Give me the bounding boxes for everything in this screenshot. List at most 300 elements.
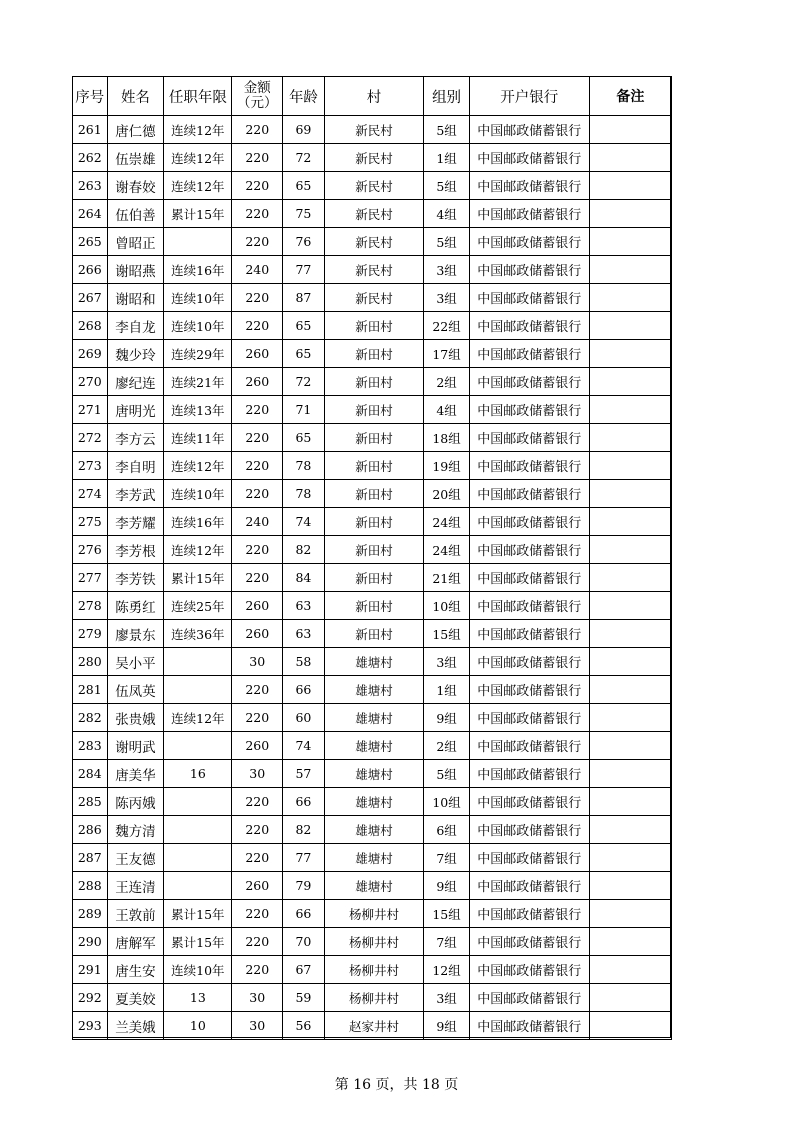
cell-age: 72 bbox=[283, 368, 325, 396]
cell-seq: 282 bbox=[73, 704, 108, 732]
cell-remark bbox=[589, 704, 671, 732]
cell-seq: 287 bbox=[73, 844, 108, 872]
cell-seq: 288 bbox=[73, 872, 108, 900]
cell-name: 魏方清 bbox=[107, 816, 164, 844]
cell-amount: 30 bbox=[232, 648, 283, 676]
cell-village: 杨柳井村 bbox=[324, 928, 423, 956]
cell-amount: 260 bbox=[232, 340, 283, 368]
cell-name: 李芳耀 bbox=[107, 508, 164, 536]
header-bank: 开户银行 bbox=[469, 77, 589, 116]
cell-age: 77 bbox=[283, 256, 325, 284]
cell-amount: 220 bbox=[232, 424, 283, 452]
cell-village: 雄塘村 bbox=[324, 816, 423, 844]
cell-name: 谢昭燕 bbox=[107, 256, 164, 284]
cell-name: 廖纪连 bbox=[107, 368, 164, 396]
cell-group: 3组 bbox=[424, 648, 470, 676]
cell-name: 谢春姣 bbox=[107, 172, 164, 200]
header-age: 年龄 bbox=[283, 77, 325, 116]
table-row bbox=[73, 452, 672, 480]
cell-amount: 220 bbox=[232, 200, 283, 228]
cell-tenure bbox=[164, 816, 232, 844]
cell-tenure bbox=[164, 844, 232, 872]
cell-group: 9组 bbox=[424, 704, 470, 732]
cell-remark bbox=[589, 592, 671, 620]
cell-group: 3组 bbox=[424, 984, 470, 1012]
cell-tenure: 累计15年 bbox=[164, 900, 232, 928]
cell-remark bbox=[589, 732, 671, 760]
cell-bank: 中国邮政储蓄银行 bbox=[469, 172, 589, 200]
cell-seq: 264 bbox=[73, 200, 108, 228]
cell-tenure bbox=[164, 872, 232, 900]
cell-age: 69 bbox=[283, 116, 325, 144]
table-row bbox=[73, 648, 672, 676]
cell-bank: 中国邮政储蓄银行 bbox=[469, 200, 589, 228]
cell-village: 杨柳井村 bbox=[324, 956, 423, 984]
table-row bbox=[73, 928, 672, 956]
cell-bank: 中国邮政储蓄银行 bbox=[469, 648, 589, 676]
cell-village: 新民村 bbox=[324, 144, 423, 172]
roster-table bbox=[72, 76, 672, 1040]
table-row bbox=[73, 256, 672, 284]
cell-amount: 220 bbox=[232, 956, 283, 984]
cell-bank: 中国邮政储蓄银行 bbox=[469, 312, 589, 340]
cell-tenure: 连续12年 bbox=[164, 452, 232, 480]
cell-name: 李方云 bbox=[107, 424, 164, 452]
cell-name: 王敦前 bbox=[107, 900, 164, 928]
cell-amount: 220 bbox=[232, 172, 283, 200]
cell-name: 李芳铁 bbox=[107, 564, 164, 592]
cell-name: 唐美华 bbox=[107, 760, 164, 788]
cell-age: 78 bbox=[283, 452, 325, 480]
table-row bbox=[73, 816, 672, 844]
cell-tenure: 累计15年 bbox=[164, 564, 232, 592]
cell-bank: 中国邮政储蓄银行 bbox=[469, 144, 589, 172]
cell-seq: 284 bbox=[73, 760, 108, 788]
cell-tenure bbox=[164, 648, 232, 676]
cell-seq: 285 bbox=[73, 788, 108, 816]
cell-age: 57 bbox=[283, 760, 325, 788]
cell-age: 66 bbox=[283, 676, 325, 704]
cell-village: 新民村 bbox=[324, 284, 423, 312]
cell-remark bbox=[589, 116, 671, 144]
table-row bbox=[73, 396, 672, 424]
table-body bbox=[73, 116, 672, 1040]
page-number: 第 16 页，共 18 页 bbox=[334, 1077, 459, 1093]
cell-village: 雄塘村 bbox=[324, 788, 423, 816]
cell-tenure bbox=[164, 228, 232, 256]
cell-amount: 220 bbox=[232, 452, 283, 480]
cell-remark bbox=[589, 984, 671, 1012]
cell-seq: 279 bbox=[73, 620, 108, 648]
cell-amount: 240 bbox=[232, 256, 283, 284]
cell-name: 李自龙 bbox=[107, 312, 164, 340]
header-row bbox=[73, 77, 672, 116]
cell-seq: 273 bbox=[73, 452, 108, 480]
cell-bank: 中国邮政储蓄银行 bbox=[469, 844, 589, 872]
table-row bbox=[73, 312, 672, 340]
cell-group: 17组 bbox=[424, 340, 470, 368]
cell-age: 63 bbox=[283, 592, 325, 620]
table-row bbox=[73, 480, 672, 508]
cell-name: 张贵娥 bbox=[107, 704, 164, 732]
cell-group: 24组 bbox=[424, 508, 470, 536]
cell-name: 曾昭正 bbox=[107, 228, 164, 256]
table-row bbox=[73, 1012, 672, 1040]
cell-tenure: 连续10年 bbox=[164, 284, 232, 312]
cell-amount: 220 bbox=[232, 284, 283, 312]
cell-name: 王友德 bbox=[107, 844, 164, 872]
cell-bank: 中国邮政储蓄银行 bbox=[469, 1012, 589, 1040]
cell-age: 65 bbox=[283, 172, 325, 200]
cell-village: 新田村 bbox=[324, 564, 423, 592]
header-amount bbox=[232, 77, 283, 116]
cell-name: 廖景东 bbox=[107, 620, 164, 648]
cell-age: 65 bbox=[283, 340, 325, 368]
cell-remark bbox=[589, 452, 671, 480]
cell-village: 新田村 bbox=[324, 536, 423, 564]
cell-remark bbox=[589, 424, 671, 452]
cell-tenure: 连续12年 bbox=[164, 144, 232, 172]
cell-group: 10组 bbox=[424, 592, 470, 620]
cell-village: 赵家井村 bbox=[324, 1012, 423, 1040]
cell-tenure: 连续12年 bbox=[164, 536, 232, 564]
cell-bank: 中国邮政储蓄银行 bbox=[469, 816, 589, 844]
table-row bbox=[73, 592, 672, 620]
cell-seq: 290 bbox=[73, 928, 108, 956]
cell-seq: 265 bbox=[73, 228, 108, 256]
cell-tenure: 13 bbox=[164, 984, 232, 1012]
cell-amount: 220 bbox=[232, 312, 283, 340]
cell-village: 雄塘村 bbox=[324, 676, 423, 704]
table-row bbox=[73, 172, 672, 200]
table-row bbox=[73, 536, 672, 564]
cell-tenure: 连续11年 bbox=[164, 424, 232, 452]
table-row bbox=[73, 984, 672, 1012]
cell-group: 21组 bbox=[424, 564, 470, 592]
cell-tenure: 连续29年 bbox=[164, 340, 232, 368]
cell-village: 新民村 bbox=[324, 228, 423, 256]
cell-remark bbox=[589, 284, 671, 312]
cell-group: 9组 bbox=[424, 1012, 470, 1040]
cell-group: 15组 bbox=[424, 620, 470, 648]
header-tenure: 任职年限 bbox=[164, 77, 232, 116]
cell-village: 新民村 bbox=[324, 116, 423, 144]
cell-remark bbox=[589, 788, 671, 816]
cell-remark bbox=[589, 228, 671, 256]
table-row bbox=[73, 900, 672, 928]
cell-amount: 220 bbox=[232, 480, 283, 508]
table-row bbox=[73, 564, 672, 592]
cell-age: 65 bbox=[283, 424, 325, 452]
cell-amount: 220 bbox=[232, 788, 283, 816]
cell-bank: 中国邮政储蓄银行 bbox=[469, 732, 589, 760]
cell-amount: 220 bbox=[232, 816, 283, 844]
cell-amount: 220 bbox=[232, 396, 283, 424]
cell-amount: 220 bbox=[232, 228, 283, 256]
cell-bank: 中国邮政储蓄银行 bbox=[469, 900, 589, 928]
cell-name: 王连清 bbox=[107, 872, 164, 900]
cell-group: 5组 bbox=[424, 116, 470, 144]
cell-bank: 中国邮政储蓄银行 bbox=[469, 284, 589, 312]
cell-remark bbox=[589, 480, 671, 508]
table-row bbox=[73, 116, 672, 144]
table-row bbox=[73, 844, 672, 872]
cell-bank: 中国邮政储蓄银行 bbox=[469, 424, 589, 452]
cell-name: 谢昭和 bbox=[107, 284, 164, 312]
cell-tenure bbox=[164, 788, 232, 816]
cell-remark bbox=[589, 676, 671, 704]
cell-group: 4组 bbox=[424, 396, 470, 424]
header-amount-unit: （元） bbox=[237, 95, 278, 111]
cell-tenure: 连续21年 bbox=[164, 368, 232, 396]
cell-amount: 30 bbox=[232, 1012, 283, 1040]
cell-village: 杨柳井村 bbox=[324, 900, 423, 928]
cell-village: 雄塘村 bbox=[324, 760, 423, 788]
cell-tenure: 连续10年 bbox=[164, 312, 232, 340]
cell-tenure: 连续16年 bbox=[164, 508, 232, 536]
header-amount-label: 金额 bbox=[243, 80, 271, 96]
cell-village: 新田村 bbox=[324, 424, 423, 452]
cell-bank: 中国邮政储蓄银行 bbox=[469, 872, 589, 900]
cell-bank: 中国邮政储蓄银行 bbox=[469, 340, 589, 368]
cell-seq: 275 bbox=[73, 508, 108, 536]
cell-remark bbox=[589, 144, 671, 172]
cell-name: 吴小平 bbox=[107, 648, 164, 676]
table-row bbox=[73, 956, 672, 984]
cell-group: 12组 bbox=[424, 956, 470, 984]
cell-group: 7组 bbox=[424, 844, 470, 872]
cell-age: 66 bbox=[283, 900, 325, 928]
cell-group: 1组 bbox=[424, 676, 470, 704]
cell-remark bbox=[589, 872, 671, 900]
cell-group: 3组 bbox=[424, 284, 470, 312]
cell-bank: 中国邮政储蓄银行 bbox=[469, 788, 589, 816]
cell-bank: 中国邮政储蓄银行 bbox=[469, 676, 589, 704]
cell-seq: 267 bbox=[73, 284, 108, 312]
cell-age: 70 bbox=[283, 928, 325, 956]
cell-tenure: 连续25年 bbox=[164, 592, 232, 620]
cell-age: 76 bbox=[283, 228, 325, 256]
table-row bbox=[73, 704, 672, 732]
cell-village: 雄塘村 bbox=[324, 704, 423, 732]
cell-bank: 中国邮政储蓄银行 bbox=[469, 760, 589, 788]
cell-seq: 292 bbox=[73, 984, 108, 1012]
table-row bbox=[73, 144, 672, 172]
cell-remark bbox=[589, 1012, 671, 1040]
cell-amount: 260 bbox=[232, 592, 283, 620]
cell-name: 李自明 bbox=[107, 452, 164, 480]
cell-remark bbox=[589, 396, 671, 424]
cell-tenure: 连续12年 bbox=[164, 116, 232, 144]
cell-village: 新田村 bbox=[324, 452, 423, 480]
cell-tenure: 连续13年 bbox=[164, 396, 232, 424]
cell-bank: 中国邮政储蓄银行 bbox=[469, 984, 589, 1012]
cell-bank: 中国邮政储蓄银行 bbox=[469, 592, 589, 620]
table-row bbox=[73, 368, 672, 396]
cell-amount: 220 bbox=[232, 844, 283, 872]
cell-age: 79 bbox=[283, 872, 325, 900]
cell-name: 兰美娥 bbox=[107, 1012, 164, 1040]
cell-seq: 262 bbox=[73, 144, 108, 172]
cell-name: 唐生安 bbox=[107, 956, 164, 984]
cell-tenure: 连续12年 bbox=[164, 704, 232, 732]
cell-name: 唐解军 bbox=[107, 928, 164, 956]
cell-group: 22组 bbox=[424, 312, 470, 340]
cell-bank: 中国邮政储蓄银行 bbox=[469, 452, 589, 480]
cell-name: 李芳根 bbox=[107, 536, 164, 564]
cell-remark bbox=[589, 760, 671, 788]
cell-seq: 272 bbox=[73, 424, 108, 452]
cell-seq: 278 bbox=[73, 592, 108, 620]
cell-group: 24组 bbox=[424, 536, 470, 564]
cell-amount: 260 bbox=[232, 368, 283, 396]
cell-remark bbox=[589, 956, 671, 984]
cell-tenure: 连续36年 bbox=[164, 620, 232, 648]
cell-bank: 中国邮政储蓄银行 bbox=[469, 396, 589, 424]
cell-amount: 30 bbox=[232, 984, 283, 1012]
cell-group: 7组 bbox=[424, 928, 470, 956]
cell-amount: 220 bbox=[232, 116, 283, 144]
header-name: 姓名 bbox=[107, 77, 164, 116]
cell-bank: 中国邮政储蓄银行 bbox=[469, 536, 589, 564]
cell-tenure: 连续10年 bbox=[164, 956, 232, 984]
cell-group: 1组 bbox=[424, 144, 470, 172]
cell-age: 74 bbox=[283, 732, 325, 760]
cell-tenure: 连续10年 bbox=[164, 480, 232, 508]
cell-remark bbox=[589, 900, 671, 928]
cell-remark bbox=[589, 368, 671, 396]
cell-bank: 中国邮政储蓄银行 bbox=[469, 256, 589, 284]
cell-group: 2组 bbox=[424, 368, 470, 396]
cell-group: 20组 bbox=[424, 480, 470, 508]
cell-remark bbox=[589, 340, 671, 368]
cell-tenure: 10 bbox=[164, 1012, 232, 1040]
cell-village: 新田村 bbox=[324, 592, 423, 620]
cell-age: 63 bbox=[283, 620, 325, 648]
cell-age: 74 bbox=[283, 508, 325, 536]
cell-amount: 220 bbox=[232, 900, 283, 928]
cell-age: 82 bbox=[283, 816, 325, 844]
cell-age: 84 bbox=[283, 564, 325, 592]
cell-age: 75 bbox=[283, 200, 325, 228]
cell-bank: 中国邮政储蓄银行 bbox=[469, 508, 589, 536]
cell-age: 82 bbox=[283, 536, 325, 564]
cell-amount: 30 bbox=[232, 760, 283, 788]
cell-remark bbox=[589, 536, 671, 564]
cell-amount: 220 bbox=[232, 564, 283, 592]
cell-village: 新田村 bbox=[324, 508, 423, 536]
cell-name: 唐明光 bbox=[107, 396, 164, 424]
cell-village: 雄塘村 bbox=[324, 844, 423, 872]
cell-bank: 中国邮政储蓄银行 bbox=[469, 620, 589, 648]
cell-tenure bbox=[164, 732, 232, 760]
cell-group: 5组 bbox=[424, 228, 470, 256]
cell-village: 雄塘村 bbox=[324, 648, 423, 676]
cell-remark bbox=[589, 172, 671, 200]
table-row bbox=[73, 200, 672, 228]
cell-tenure: 累计15年 bbox=[164, 928, 232, 956]
cell-village: 新田村 bbox=[324, 340, 423, 368]
header-seq: 序号 bbox=[73, 77, 108, 116]
cell-name: 陈勇红 bbox=[107, 592, 164, 620]
cell-village: 新民村 bbox=[324, 256, 423, 284]
header-village: 村 bbox=[324, 77, 423, 116]
cell-seq: 263 bbox=[73, 172, 108, 200]
cell-group: 10组 bbox=[424, 788, 470, 816]
table-row bbox=[73, 732, 672, 760]
cell-seq: 276 bbox=[73, 536, 108, 564]
table-row bbox=[73, 284, 672, 312]
cell-name: 唐仁德 bbox=[107, 116, 164, 144]
cell-name: 伍崇雄 bbox=[107, 144, 164, 172]
cell-seq: 281 bbox=[73, 676, 108, 704]
cell-amount: 240 bbox=[232, 508, 283, 536]
cell-seq: 271 bbox=[73, 396, 108, 424]
cell-remark bbox=[589, 200, 671, 228]
cell-remark bbox=[589, 256, 671, 284]
cell-remark bbox=[589, 648, 671, 676]
cell-village: 新田村 bbox=[324, 480, 423, 508]
cell-amount: 260 bbox=[232, 872, 283, 900]
cell-seq: 280 bbox=[73, 648, 108, 676]
cell-age: 59 bbox=[283, 984, 325, 1012]
cell-amount: 260 bbox=[232, 732, 283, 760]
cell-name: 谢明武 bbox=[107, 732, 164, 760]
cell-age: 78 bbox=[283, 480, 325, 508]
cell-bank: 中国邮政储蓄银行 bbox=[469, 928, 589, 956]
cell-seq: 283 bbox=[73, 732, 108, 760]
cell-name: 伍凤英 bbox=[107, 676, 164, 704]
cell-remark bbox=[589, 928, 671, 956]
table-row bbox=[73, 228, 672, 256]
cell-group: 15组 bbox=[424, 900, 470, 928]
cell-seq: 274 bbox=[73, 480, 108, 508]
cell-group: 19组 bbox=[424, 452, 470, 480]
cell-amount: 220 bbox=[232, 928, 283, 956]
cell-age: 87 bbox=[283, 284, 325, 312]
cell-group: 9组 bbox=[424, 872, 470, 900]
cell-village: 新田村 bbox=[324, 620, 423, 648]
cell-tenure: 16 bbox=[164, 760, 232, 788]
cell-seq: 269 bbox=[73, 340, 108, 368]
cell-group: 2组 bbox=[424, 732, 470, 760]
cell-group: 18组 bbox=[424, 424, 470, 452]
cell-seq: 261 bbox=[73, 116, 108, 144]
cell-group: 6组 bbox=[424, 816, 470, 844]
table-row bbox=[73, 872, 672, 900]
header-group: 组别 bbox=[424, 77, 470, 116]
cell-bank: 中国邮政储蓄银行 bbox=[469, 480, 589, 508]
cell-remark bbox=[589, 312, 671, 340]
cell-group: 3组 bbox=[424, 256, 470, 284]
cell-age: 58 bbox=[283, 648, 325, 676]
cell-age: 65 bbox=[283, 312, 325, 340]
cell-seq: 270 bbox=[73, 368, 108, 396]
cell-name: 魏少玲 bbox=[107, 340, 164, 368]
table-row bbox=[73, 424, 672, 452]
table-row bbox=[73, 788, 672, 816]
cell-village: 新田村 bbox=[324, 312, 423, 340]
cell-age: 77 bbox=[283, 844, 325, 872]
cell-age: 66 bbox=[283, 788, 325, 816]
cell-seq: 268 bbox=[73, 312, 108, 340]
cell-amount: 220 bbox=[232, 704, 283, 732]
cell-tenure: 连续12年 bbox=[164, 172, 232, 200]
cell-amount: 260 bbox=[232, 620, 283, 648]
cell-village: 新田村 bbox=[324, 368, 423, 396]
cell-group: 5组 bbox=[424, 760, 470, 788]
table-row bbox=[73, 508, 672, 536]
